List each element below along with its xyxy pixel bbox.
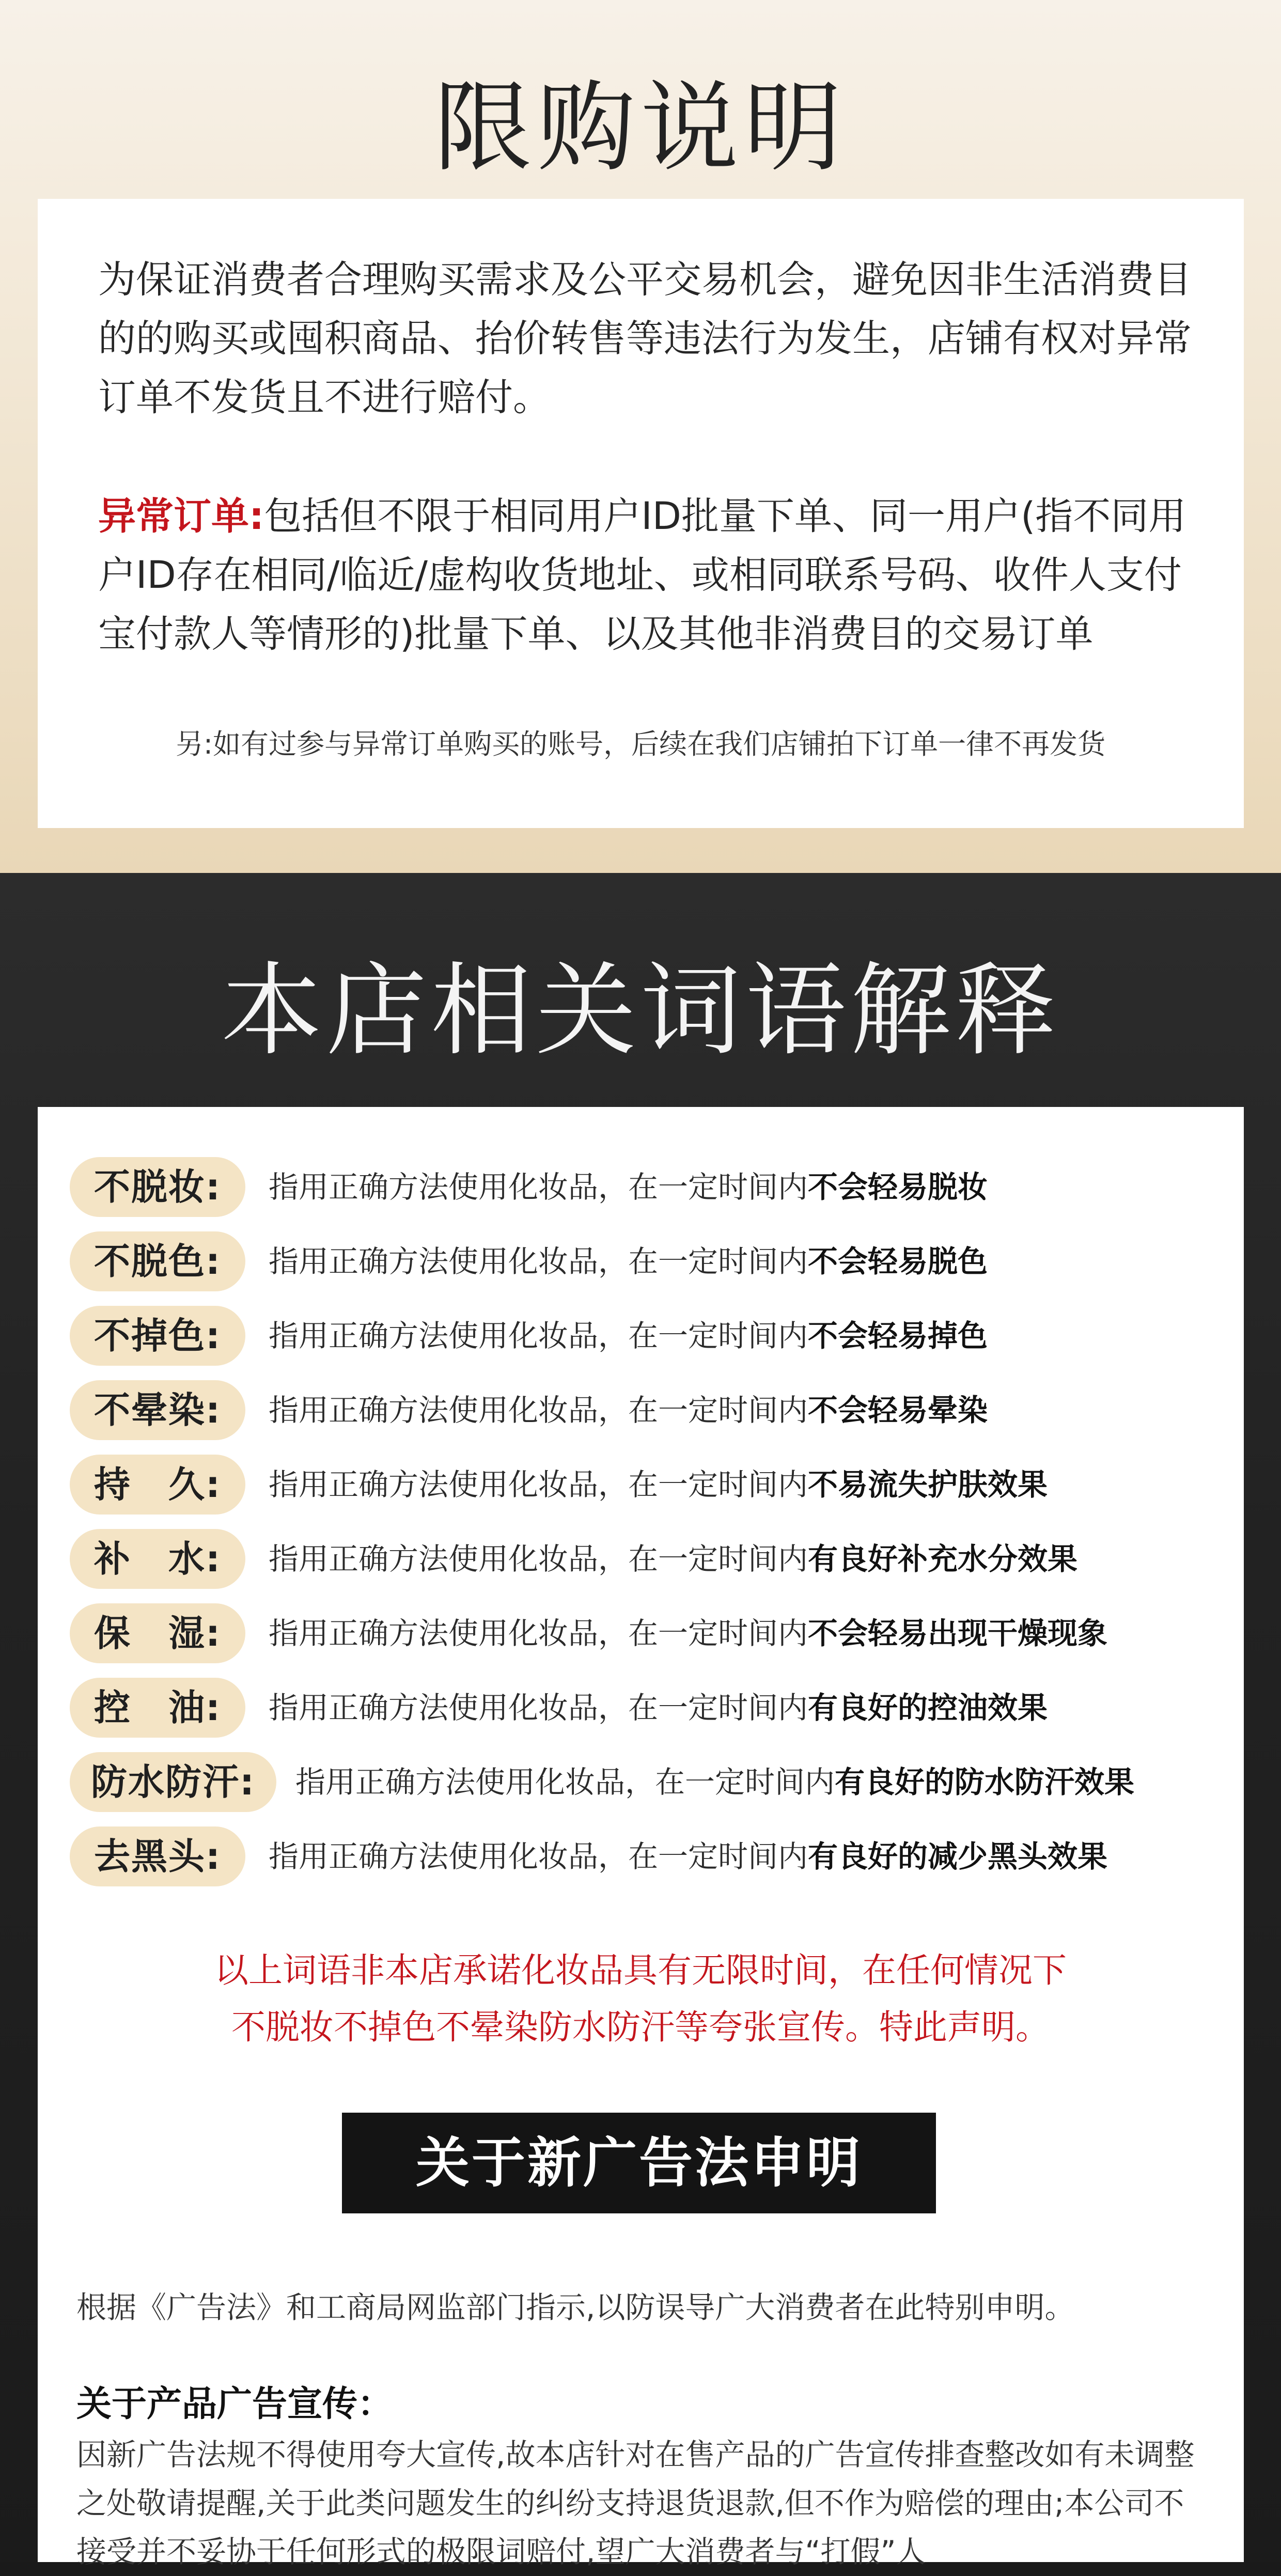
term-definition-emphasis: 不易流失护肤效果 bbox=[808, 1467, 1048, 1502]
term-row bbox=[0, 1157, 1281, 1218]
term-label: 不晕染: bbox=[70, 1380, 245, 1440]
term-definition-text: 指用正确方法使用化妆品，在一定时间内 bbox=[295, 1765, 835, 1800]
term-label: 防水防汗: bbox=[70, 1752, 276, 1812]
disclaimer-line-1: 以上词语非本店承诺化妆品具有无限时间，在任何情况下 bbox=[214, 1950, 1067, 1990]
abnormal-order-paragraph bbox=[98, 487, 1214, 664]
ad-law-subheading: 关于产品广告宣传： bbox=[76, 2384, 393, 2425]
term-definition-text: 指用正确方法使用化妆品，在一定时间内 bbox=[269, 1541, 808, 1576]
term-definition bbox=[269, 1231, 988, 1291]
term-definition bbox=[295, 1752, 1134, 1812]
term-definition-emphasis: 不会轻易出现干燥现象 bbox=[808, 1616, 1108, 1651]
term-row bbox=[0, 1678, 1281, 1739]
term-definition bbox=[269, 1455, 1048, 1515]
term-definition-text: 指用正确方法使用化妆品，在一定时间内 bbox=[269, 1839, 808, 1874]
term-definition-emphasis: 有良好的减少黑头效果 bbox=[808, 1839, 1108, 1874]
term-definition bbox=[269, 1380, 988, 1440]
terms-title: 本店相关词语解释 bbox=[221, 952, 1060, 1069]
purchase-limit-title: 限购说明 bbox=[433, 71, 847, 185]
term-definition-text: 指用正确方法使用化妆品，在一定时间内 bbox=[269, 1393, 808, 1428]
term-definition bbox=[269, 1678, 1048, 1738]
term-definition-emphasis: 不会轻易脱妆 bbox=[808, 1169, 988, 1205]
ad-law-intro: 根据《广告法》和工商局网监部门指示,以防误导广大消费者在此特别申明。 bbox=[76, 2290, 1075, 2325]
term-label: 不脱色: bbox=[70, 1231, 245, 1291]
term-row bbox=[0, 1306, 1281, 1367]
term-definition-text: 指用正确方法使用化妆品，在一定时间内 bbox=[269, 1244, 808, 1279]
terms-disclaimer bbox=[0, 1942, 1281, 2056]
term-definition-text: 指用正确方法使用化妆品，在一定时间内 bbox=[269, 1169, 808, 1205]
term-definition bbox=[269, 1157, 988, 1217]
term-label: 保 湿: bbox=[70, 1603, 245, 1663]
ad-law-banner: 关于新广告法申明 bbox=[342, 2113, 936, 2213]
term-definition-emphasis: 不会轻易脱色 bbox=[808, 1244, 988, 1279]
term-label: 不掉色: bbox=[70, 1306, 245, 1366]
ad-law-body: 因新广告法规不得使用夸大宣传,故本店针对在售产品的广告宣传排查整改如有未调整之处敬请提醒,关于此类问题发生的纠纷支持退货退款,但不作为赔偿的理由;本公司不接受并不妥协于任何形式的极限词赔付,望广大消费者与“打假”人 bbox=[76, 2437, 1195, 2569]
term-definition-emphasis: 不会轻易晕染 bbox=[808, 1393, 988, 1428]
term-definition-emphasis: 不会轻易掉色 bbox=[808, 1318, 988, 1353]
term-definition bbox=[269, 1603, 1107, 1663]
term-row bbox=[0, 1529, 1281, 1590]
term-definition-emphasis: 有良好的防水防汗效果 bbox=[835, 1765, 1135, 1800]
term-row bbox=[0, 1752, 1281, 1813]
term-label: 不脱妆: bbox=[70, 1157, 245, 1217]
term-definition bbox=[269, 1529, 1077, 1589]
term-definition-text: 指用正确方法使用化妆品，在一定时间内 bbox=[269, 1467, 808, 1502]
term-definition-emphasis: 有良好补充水分效果 bbox=[808, 1541, 1078, 1576]
abnormal-order-text: 包括但不限于相同用户ID批量下单、同一用户(指不同用户ID存在相同/临近/虚构收货地址、或相同联系号码、收件人支付宝付款人等情形的)批量下单、以及其他非消费目的交易订单 bbox=[98, 494, 1186, 656]
term-label: 补 水: bbox=[70, 1529, 245, 1589]
disclaimer-line-2: 不脱妆不掉色不晕染防水防汗等夸张宣传。特此声明。 bbox=[231, 2007, 1050, 2047]
term-row bbox=[0, 1826, 1281, 1887]
term-definition bbox=[269, 1306, 988, 1366]
term-label: 持 久: bbox=[70, 1455, 245, 1515]
term-definition-emphasis: 有良好的控油效果 bbox=[808, 1690, 1048, 1725]
abnormal-order-note: 另:如有过参与异常订单购买的账号，后续在我们店铺拍下订单一律不再发货 bbox=[175, 728, 1106, 760]
abnormal-order-label: 异常订单: bbox=[98, 494, 264, 538]
term-row bbox=[0, 1603, 1281, 1664]
term-label: 控 油: bbox=[70, 1678, 245, 1738]
term-definition-text: 指用正确方法使用化妆品，在一定时间内 bbox=[269, 1690, 808, 1725]
term-label: 去黑头: bbox=[70, 1826, 245, 1886]
purchase-limit-intro: 为保证消费者合理购买需求及公平交易机会，避免因非生活消费目的的购买或囤积商品、抬价转售等违法行为发生，店铺有权对异常订单不发货且不进行赔付。 bbox=[98, 258, 1192, 419]
term-definition bbox=[269, 1826, 1107, 1886]
term-row bbox=[0, 1455, 1281, 1516]
term-row bbox=[0, 1380, 1281, 1441]
term-definition-text: 指用正确方法使用化妆品，在一定时间内 bbox=[269, 1616, 808, 1651]
term-row bbox=[0, 1231, 1281, 1292]
term-definition-text: 指用正确方法使用化妆品，在一定时间内 bbox=[269, 1318, 808, 1353]
